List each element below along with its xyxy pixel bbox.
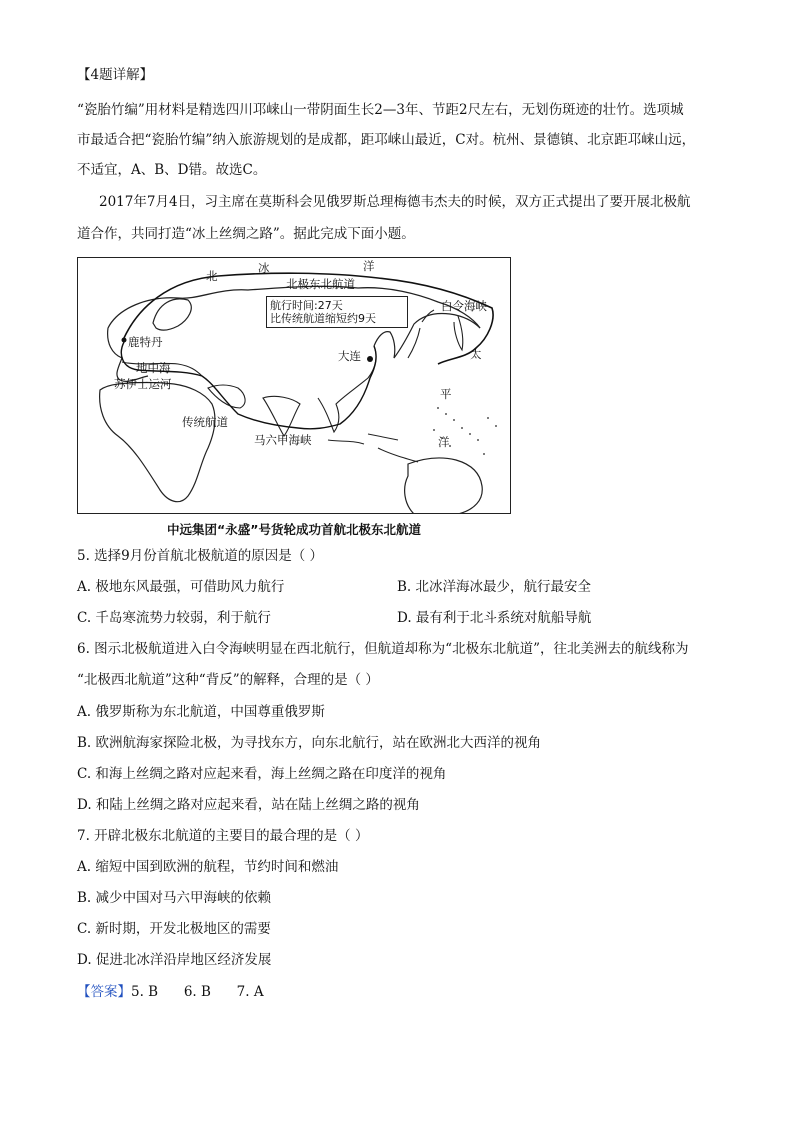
map-label-mediterranean: 地中海 (136, 361, 171, 375)
option-d: D. 最有利于北斗系统对航船导航 (397, 610, 592, 626)
map-label-dalian: 大连 (338, 349, 361, 363)
question-stem: 5. 选择9月份首航北极航道的原因是（ ） (77, 548, 324, 564)
option-d: D. 和陆上丝绸之路对应起来看，站在陆上丝绸之路的视角 (77, 797, 420, 813)
section-header: 【4题详解】 (77, 67, 154, 83)
callout-line2: 比传统航道缩短约9天 (270, 312, 376, 325)
answer-line (77, 983, 264, 1001)
arabia (208, 385, 245, 408)
option-c: C. 和海上丝绸之路对应起来看，海上丝绸之路在印度洋的视角 (77, 766, 447, 782)
option-b: B. 减少中国对马六甲海峡的依赖 (77, 890, 272, 906)
option-a: A. 俄罗斯称为东北航道，中国尊重俄罗斯 (77, 704, 325, 720)
intro-line: 道合作，共同打造“冰上丝绸之路”。据此完成下面小题。 (77, 226, 415, 242)
callout-line1: 航行时间:27天 (270, 299, 343, 312)
explanation-line: 不适宜，A、B、D错。故选C。 (77, 162, 267, 178)
map-label-pacific-tai: 太 (470, 347, 482, 361)
explanation-line: “瓷胎竹编”用材料是精选四川邛崃山一带阴面生长2—3年、节距2尺左右，无划伤斑迹的壮竹。选项城 (77, 102, 684, 118)
option-d: D. 促进北冰洋沿岸地区经济发展 (77, 952, 272, 968)
map-label-malacca: 马六甲海峡 (254, 433, 312, 447)
map-label-pacific-ping: 平 (440, 387, 452, 401)
option-b: B. 北冰洋海冰最少，航行最安全 (397, 579, 592, 595)
arctic-route-map (77, 257, 511, 514)
japan (408, 310, 434, 358)
australia (405, 458, 483, 514)
map-label-traditional: 传统航道 (182, 415, 228, 429)
kamchatka (454, 316, 463, 350)
africa (100, 383, 215, 502)
indonesia (328, 434, 418, 462)
route-callout (266, 296, 408, 328)
answer-label: 【答案】 (77, 984, 131, 1000)
map-label-rotterdam: 鹿特丹 (128, 335, 163, 349)
question-stem: 6. 图示北极航道进入白令海峡明显在西北航行，但航道却称为“北极东北航道”，往北美洲去的航线称为 (77, 641, 689, 657)
map-label-pacific-yang: 洋 (438, 435, 450, 449)
map-label-bering: 白令海峡 (441, 299, 487, 313)
map-label-ice: 冰 (258, 261, 270, 275)
intro-line: 2017年7月4日，习主席在莫斯科会见俄罗斯总理梅德韦杰夫的时候，双方正式提出了要开展北极航 (99, 194, 691, 210)
map-label-ocean: 洋 (363, 259, 375, 273)
option-c: C. 千岛寒流势力较弱，利于航行 (77, 610, 271, 626)
answer-text: 5. B 6. B 7. A (131, 984, 264, 1000)
option-c: C. 新时期，开发北极地区的需要 (77, 921, 271, 937)
explanation-line: 市最适合把“瓷胎竹编”纳入旅游规划的是成都，距邛崃山最近，C对。杭州、景德镇、北京距邛崃山远， (77, 132, 696, 148)
scandinavia (153, 299, 191, 330)
map-caption: 中远集团“永盛”号货轮成功首航北极东北航道 (167, 522, 421, 537)
option-b: B. 欧洲航海家探险北极，为寻找东方，向东北航行，站在欧洲北大西洋的视角 (77, 735, 542, 751)
rotterdam-marker (122, 338, 127, 343)
map-label-north: 北 (206, 269, 218, 283)
map-label-route-name: 北极东北航道 (286, 277, 355, 291)
question-stem: “北极西北航道”这种“背反”的解释，合理的是（ ） (77, 672, 379, 688)
map-label-suez: 苏伊士运河 (114, 377, 172, 391)
question-stem: 7. 开辟北极东北航道的主要目的最合理的是（ ） (77, 828, 369, 844)
india (263, 396, 300, 436)
option-a: A. 极地东风最强，可借助风力航行 (77, 579, 285, 595)
dalian-marker (367, 356, 373, 362)
option-a: A. 缩短中国到欧洲的航程，节约时间和燃油 (77, 859, 339, 875)
